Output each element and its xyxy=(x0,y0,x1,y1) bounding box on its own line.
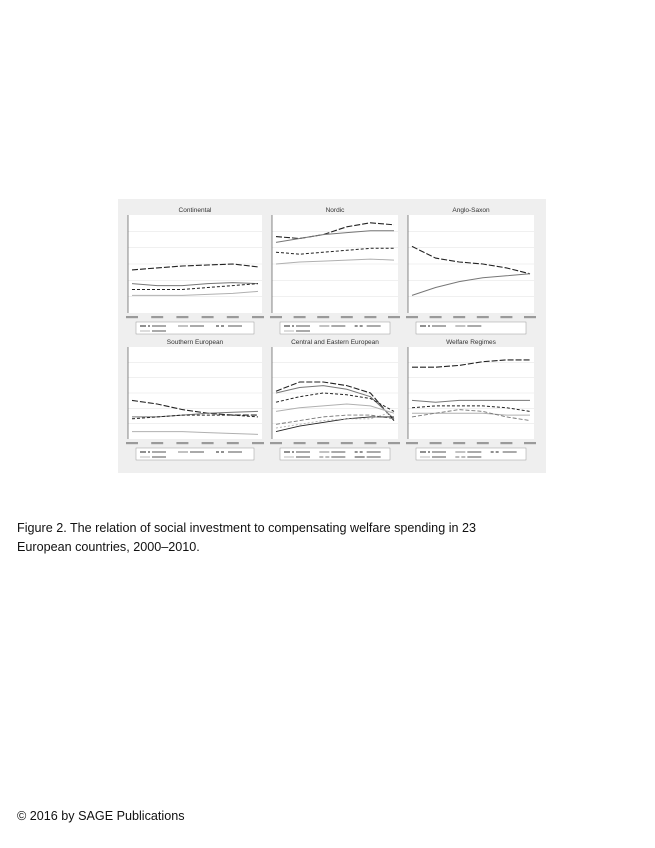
x-tick-mark xyxy=(294,316,306,318)
chart-panel-6 xyxy=(406,339,536,460)
panel-title: Central and Eastern European xyxy=(291,339,379,346)
x-tick-mark xyxy=(270,442,282,444)
x-tick-mark xyxy=(294,442,306,444)
legend-label-mark xyxy=(367,325,381,327)
small-multiples-chart xyxy=(118,199,546,473)
legend-label-mark xyxy=(467,456,481,458)
legend-label-mark xyxy=(190,451,204,453)
x-tick-mark xyxy=(500,442,512,444)
legend-label-mark xyxy=(367,456,381,458)
legend-box xyxy=(416,448,526,460)
legend-box xyxy=(136,322,254,334)
x-tick-mark xyxy=(524,442,536,444)
legend-label-mark xyxy=(228,325,242,327)
legend-label-mark xyxy=(296,456,310,458)
x-tick-mark xyxy=(453,442,465,444)
legend-label-mark xyxy=(432,325,446,327)
x-tick-mark xyxy=(388,316,400,318)
x-tick-mark xyxy=(524,316,536,318)
x-tick-mark xyxy=(477,442,489,444)
chart-panel-1 xyxy=(126,207,264,334)
copyright-notice: © 2016 by SAGE Publications xyxy=(17,809,185,823)
x-tick-mark xyxy=(126,316,138,318)
chart-panel-5 xyxy=(270,339,400,460)
x-tick-mark xyxy=(317,316,329,318)
x-tick-mark xyxy=(176,442,188,444)
panel-title: Continental xyxy=(178,207,212,214)
x-tick-mark xyxy=(364,442,376,444)
legend-box xyxy=(416,322,526,334)
x-tick-mark xyxy=(341,316,353,318)
x-tick-mark xyxy=(151,442,163,444)
legend-label-mark xyxy=(152,456,166,458)
x-tick-mark xyxy=(453,316,465,318)
legend-label-mark xyxy=(296,330,310,332)
figure-caption xyxy=(17,519,537,557)
legend-label-mark xyxy=(467,451,481,453)
x-tick-mark xyxy=(252,442,264,444)
x-tick-mark xyxy=(317,442,329,444)
x-tick-mark xyxy=(270,316,282,318)
x-tick-mark xyxy=(430,316,442,318)
panel-title: Anglo-Saxon xyxy=(452,207,490,214)
legend-label-mark xyxy=(228,451,242,453)
x-tick-mark xyxy=(388,442,400,444)
x-tick-mark xyxy=(430,442,442,444)
chart-panel-4 xyxy=(126,339,264,460)
legend-label-mark xyxy=(331,325,345,327)
caption-line-2: European countries, 2000–2010. xyxy=(17,540,200,554)
legend-label-mark xyxy=(331,456,345,458)
legend-label-mark xyxy=(367,451,381,453)
panel-title: Southern European xyxy=(166,339,224,346)
x-tick-mark xyxy=(364,316,376,318)
x-tick-mark xyxy=(227,316,239,318)
legend-label-mark xyxy=(432,451,446,453)
x-tick-mark xyxy=(341,442,353,444)
x-tick-mark xyxy=(202,442,214,444)
caption-line-1: Figure 2. The relation of social investment to compensating welfare spending in 23 xyxy=(17,521,477,535)
legend-label-mark xyxy=(331,451,345,453)
x-tick-mark xyxy=(477,316,489,318)
x-tick-mark xyxy=(126,442,138,444)
x-tick-mark xyxy=(252,316,264,318)
legend-box xyxy=(136,448,254,460)
x-tick-mark xyxy=(406,316,418,318)
legend-box xyxy=(280,322,390,334)
x-tick-mark xyxy=(151,316,163,318)
legend-label-mark xyxy=(467,325,481,327)
chart-panel-3 xyxy=(406,207,536,334)
panel-title: Nordic xyxy=(325,207,345,214)
panel-title: Welfare Regimes xyxy=(446,339,496,346)
x-tick-mark xyxy=(406,442,418,444)
legend-label-mark xyxy=(432,456,446,458)
x-tick-mark xyxy=(176,316,188,318)
legend-label-mark xyxy=(152,330,166,332)
legend-box xyxy=(280,448,390,460)
legend-label-mark xyxy=(503,451,517,453)
legend-label-mark xyxy=(190,325,204,327)
chart-panel-2 xyxy=(270,207,400,334)
legend-label-mark xyxy=(152,325,166,327)
legend-label-mark xyxy=(296,451,310,453)
x-tick-mark xyxy=(202,316,214,318)
x-tick-mark xyxy=(227,442,239,444)
figure-panel xyxy=(118,199,546,473)
x-tick-mark xyxy=(500,316,512,318)
legend-label-mark xyxy=(296,325,310,327)
legend-label-mark xyxy=(152,451,166,453)
